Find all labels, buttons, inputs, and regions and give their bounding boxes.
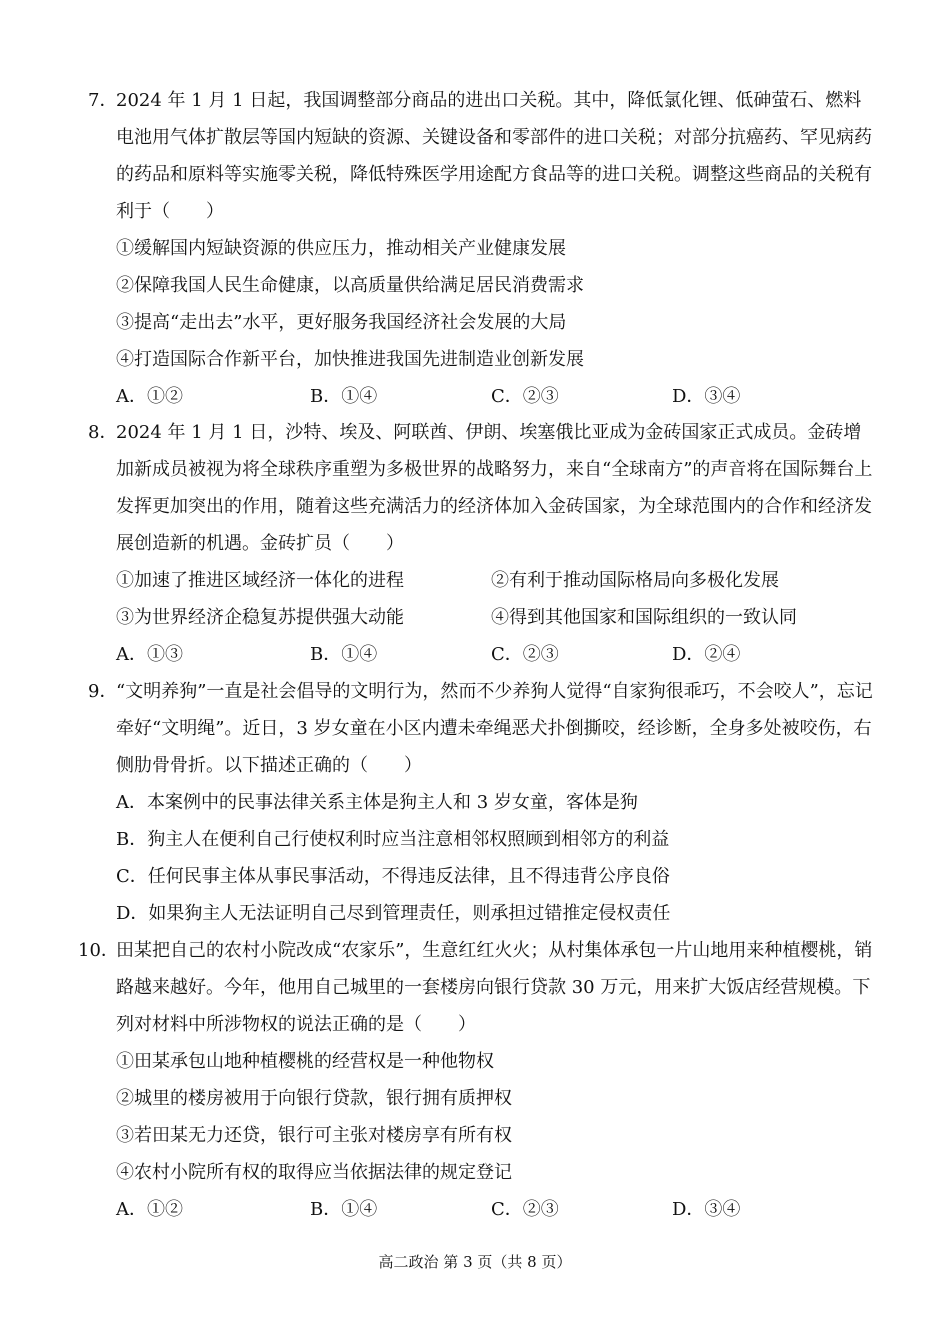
statement-1: ①田某承包山地种植樱桃的经营权是一种他物权	[116, 1051, 494, 1072]
statement-3: ③为世界经济企稳复苏提供强大动能	[116, 607, 404, 628]
question-stem: 田某把自己的农村小院改成“农家乐”，生意红红火火；从村集体承包一片山地用来种植樱桃，销路越来越好。今年，他用自己城里的一套楼房向银行贷款 30 万元，用来扩大饭店经营规模。下列对材料中所涉物权的说法正确的是（ ）	[116, 940, 873, 1035]
question-number: 9．	[88, 681, 118, 702]
question-number: 7．	[88, 90, 118, 111]
option-d: D．③④	[672, 1199, 741, 1220]
option-a: A．①②	[116, 386, 183, 407]
option-b: B．狗主人在便利自己行使权利时应当注意相邻权照顾到相邻方的利益	[116, 829, 670, 850]
option-b: B．①④	[310, 386, 378, 407]
statement-3: ③提高“走出去”水平，更好服务我国经济社会发展的大局	[116, 312, 567, 333]
question-stem: 2024 年 1 月 1 日起，我国调整部分商品的进出口关税。其中，降低氯化锂、低砷萤石、燃料电池用气体扩散层等国内短缺的资源、关键设备和零部件的进口关税；对部分抗癌药、罕见病药的药品和原料等实施零关税，降低特殊医学用途配方食品等的进口关税。调整这些商品的关税有利于（ ）	[116, 90, 872, 222]
option-a: A．①③	[116, 644, 183, 665]
option-c: C．②③	[491, 1199, 559, 1220]
option-b: B．①④	[310, 644, 378, 665]
option-c: C．任何民事主体从事民事活动，不得违反法律，且不得违背公序良俗	[116, 866, 670, 887]
option-d: D．②④	[672, 644, 741, 665]
statement-3: ③若田某无力还贷，银行可主张对楼房享有所有权	[116, 1125, 512, 1146]
statement-1: ①缓解国内短缺资源的供应压力，推动相关产业健康发展	[116, 238, 566, 259]
option-b: B．①④	[310, 1199, 378, 1220]
page-footer: 高二政治 第 3 页（共 8 页）	[378, 1253, 572, 1271]
statement-2: ②保障我国人民生命健康，以高质量供给满足居民消费需求	[116, 275, 584, 296]
option-c: C．②③	[491, 386, 559, 407]
option-a: A．①②	[116, 1199, 183, 1220]
option-c: C．②③	[491, 644, 559, 665]
statement-4: ④打造国际合作新平台，加快推进我国先进制造业创新发展	[116, 349, 584, 370]
statement-4: ④农村小院所有权的取得应当依据法律的规定登记	[116, 1162, 512, 1183]
statement-2: ②城里的楼房被用于向银行贷款，银行拥有质押权	[116, 1088, 512, 1109]
option-d: D．如果狗主人无法证明自己尽到管理责任，则承担过错推定侵权责任	[116, 903, 671, 924]
statement-4: ④得到其他国家和国际组织的一致认同	[491, 607, 797, 628]
question-number: 10．	[78, 940, 119, 961]
question-number: 8．	[88, 422, 118, 443]
statement-1: ①加速了推进区域经济一体化的进程	[116, 570, 404, 591]
question-stem: “文明养狗”一直是社会倡导的文明行为，然而不少养狗人觉得“自家狗很乖巧，不会咬人”，忘记牵好“文明绳”。近日，3 岁女童在小区内遭未牵绳恶犬扑倒撕咬，经诊断，全身多处被咬伤，右侧肋骨骨折。以下描述正确的（ ）	[116, 681, 873, 776]
question-stem: 2024 年 1 月 1 日，沙特、埃及、阿联酋、伊朗、埃塞俄比亚成为金砖国家正式成员。金砖增加新成员被视为将全球秩序重塑为多极世界的战略努力，来自“全球南方”的声音将在国际舞台上发挥更加突出的作用，随着这些充满活力的经济体加入金砖国家，为全球范围内的合作和经济发展创造新的机遇。金砖扩员（ ）	[116, 422, 873, 554]
statement-2: ②有利于推动国际格局向多极化发展	[491, 570, 779, 591]
option-a: A．本案例中的民事法律关系主体是狗主人和 3 岁女童，客体是狗	[116, 792, 638, 813]
option-d: D．③④	[672, 386, 741, 407]
